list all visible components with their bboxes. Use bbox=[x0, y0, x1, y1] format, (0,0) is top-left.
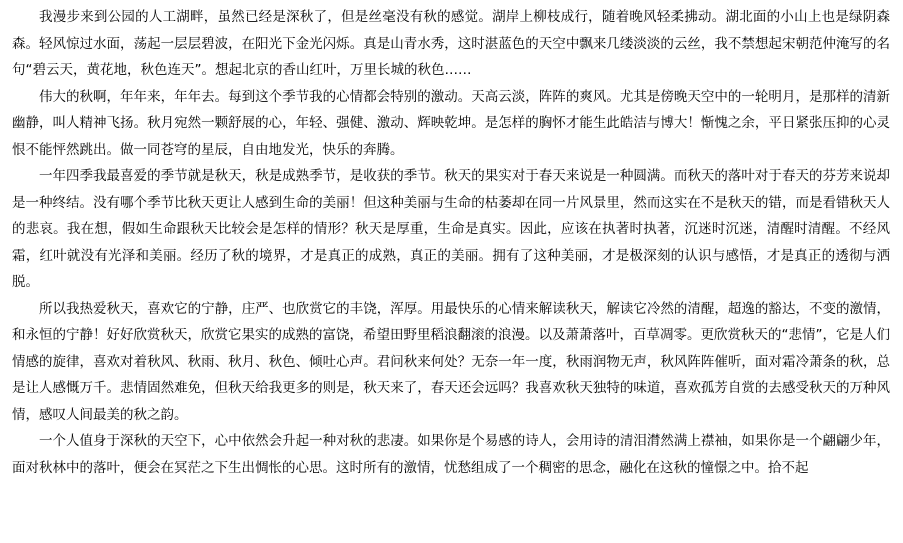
paragraph-5: 一个人值身于深秋的天空下，心中依然会升起一种对秋的悲凄。如果你是个易感的诗人，会用诗的清泪潸然满上襟袖，如果你是一个翩翩少年，面对秋林中的落叶，便会在冥茫之下生出惆怅的心思。这时所有的激情，忧愁组成了一个稠密的思念，融化在这秋的憧憬之中。拾不起 bbox=[12, 433, 890, 476]
article-body bbox=[12, 4, 890, 481]
paragraph-4: 所以我热爱秋天，喜欢它的宁静，庄严、也欣赏它的丰饶，浑厚。用最快乐的心情来解读秋天，解读它冷然的清醒，超逸的豁达，不变的激情，和永恒的宁静！好好欣赏秋天，欣赏它果实的成熟的富饶，希望田野里稻浪翻滚的浪漫。以及萧萧落叶，百草凋零。更欣赏秋天的“悲情”，它是人们情感的旋律，喜欢对着秋风、秋雨、秋月、秋色、倾吐心声。君问秋来何处？无奈一年一度，秋雨润物无声，秋风阵阵催听，面对霜冷萧条的秋，总是让人感慨万千。悲情固然难免，但秋天给我更多的则是，秋天来了，春天还会远吗？我喜欢秋天独特的味道，喜欢孤芳自赏的去感受秋天的万种风情，感叹人间最美的秋之韵。 bbox=[12, 300, 890, 423]
paragraph-2: 伟大的秋啊，年年来，年年去。每到这个季节我的心情都会特别的激动。天高云淡，阵阵的爽风。尤其是傍晚天空中的一轮明月，是那样的清新幽静，叫人精神飞扬。秋月宛然一颗舒展的心，年轻、强健、激动、辉映乾坤。是怎样的胸怀才能生此皓洁与博大！惭愧之余，平日紧张压抑的心灵恨不能怦然跳出。做一同苍穹的星辰，自由地发光，快乐的奔腾。 bbox=[12, 88, 890, 158]
paragraph-3: 一年四季我最喜爱的季节就是秋天，秋是成熟季节，是收获的季节。秋天的果实对于春天来说是一种圆满。而秋天的落叶对于春天的芬芳来说却是一种终结。没有哪个季节比秋天更让人感到生命的美丽！但这种美丽与生命的枯萎却在同一片风景里，然而这实在不是秋天的错，而是看错秋天人的悲哀。我在想，假如生命跟秋天比较会是怎样的情形？秋天是厚重，生命是真实。因此，应该在执著时执著，沉迷时沉迷，清醒时清醒。不经风霜，红叶就没有光泽和美丽。经历了秋的境界，才是真正的成熟，真正的美丽。拥有了这种美丽，才是极深刻的认识与感悟，才是真正的透彻与洒脱。 bbox=[12, 168, 890, 290]
paragraph-1: 我漫步来到公园的人工湖畔，虽然已经是深秋了，但是丝毫没有秋的感觉。湖岸上柳枝成行，随着晚风轻柔拂动。湖北面的小山上也是绿阴森森。轻风惊过水面，荡起一层层碧波，在阳光下金光闪烁。真是山青水秀，这时湛蓝色的天空中飘来几缕淡淡的云丝，我不禁想起宋朝范仲淹写的名句“碧云天，黄花地，秋色连天”。想起北京的香山红叶，万里长城的秋色…… bbox=[12, 9, 890, 78]
